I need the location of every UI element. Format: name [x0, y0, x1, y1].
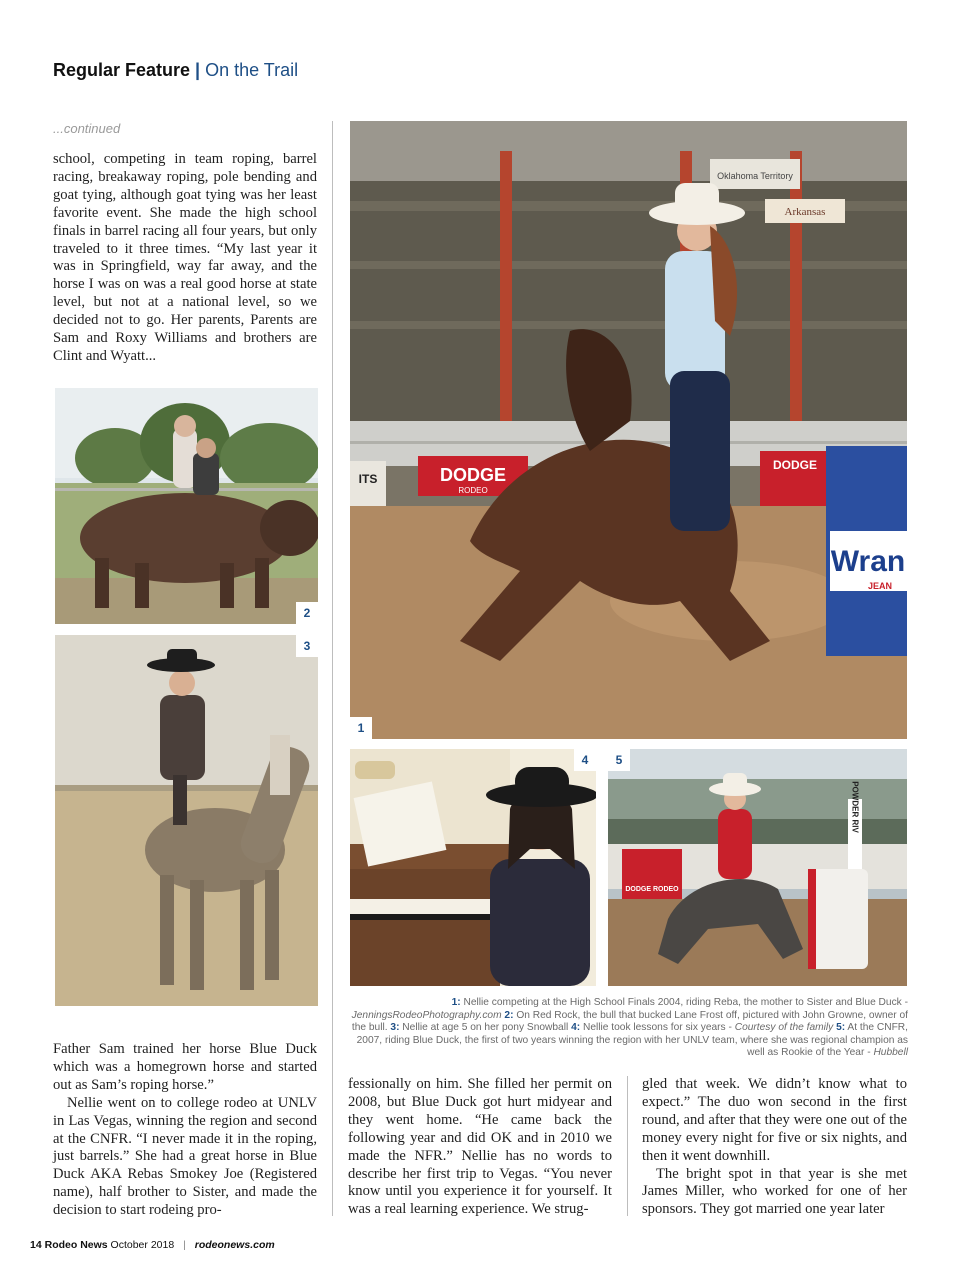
- caption-number-4: 4:: [571, 1022, 581, 1034]
- section-header: [53, 60, 298, 81]
- column-divider: [332, 121, 333, 1216]
- footer-separator: |: [183, 1239, 186, 1251]
- section-title: On the Trail: [205, 60, 299, 80]
- continued-label: ...continued: [53, 121, 121, 136]
- caption-credit-4: Courtesy of the family: [734, 1022, 834, 1034]
- caption-text-3: Nellie at age 5 on her pony Snowball: [399, 1022, 572, 1034]
- barrel-racing-photo-icon: [350, 121, 907, 739]
- photo-4: [350, 749, 596, 986]
- caption-credit-1: JenningsRodeoPhotography.com: [351, 1009, 502, 1021]
- photo-3: [55, 635, 318, 1006]
- dodge-rodeo-sign: DODGE RODEO: [625, 886, 679, 893]
- bull-with-child-photo-icon: [55, 388, 318, 624]
- photo-number-5: 5: [608, 749, 630, 771]
- caption-credit-5: Hubbell: [873, 1047, 908, 1059]
- its-sign: ITS: [358, 472, 378, 486]
- left-column-bottom-text: [53, 1041, 317, 1220]
- left-column-top-text: [53, 151, 317, 366]
- photo-caption: [348, 997, 908, 1060]
- paragraph: Nellie went on to college rodeo at UNLV in Las Vegas, winning the region and second at the CNFR. “I never made it in the roping, just barrels.” She had a great horse in Blue Duck AKA Rebas Smokey Joe (Registered name), half brother to Sister, and made the decision to start rodeing pro-: [53, 1094, 317, 1219]
- photo-number-4: 4: [574, 749, 596, 771]
- caption-number-5: 5:: [836, 1022, 846, 1034]
- column-divider-2: [627, 1076, 628, 1216]
- caption-text-2: On Red Rock, the bull that bucked Lane Frost off, pictured with John Growne, owner of the bull.: [351, 1009, 908, 1034]
- website-link[interactable]: rodeonews.com: [194, 1239, 275, 1251]
- child-on-pony-photo-icon: [55, 635, 318, 1006]
- photo-1: [350, 121, 907, 739]
- paragraph: Father Sam trained her horse Blue Duck which was a homegrown horse and started out as Sam’s roping horse.”: [53, 1041, 317, 1093]
- dodge-sign: DODGE: [439, 465, 507, 485]
- rodeo-sign: RODEO: [458, 486, 488, 495]
- publication-name: Rodeo News: [44, 1239, 108, 1251]
- oklahoma-banner: Oklahoma Territory: [717, 171, 793, 181]
- photo-2: [55, 388, 318, 624]
- powder-river-sign: POWDER RIV: [850, 781, 860, 833]
- caption-number-3: 3:: [390, 1022, 400, 1034]
- caption-text-5: At the CNFR, 2007, riding Blue Duck, the first of two years winning the region with her UNLV team, where she was regional champion as well as Rookie of the Year -: [356, 1022, 908, 1059]
- middle-column-text: [348, 1076, 612, 1219]
- cnfr-barrel-race-photo-icon: [608, 749, 907, 986]
- header-divider: |: [195, 60, 201, 80]
- photo-number-2: 2: [296, 602, 318, 624]
- caption-text-1: Nellie competing at the High School Finals 2004, riding Reba, the mother to Sister and Blue Duck -: [460, 997, 908, 1008]
- caption-number-2: 2:: [504, 1009, 514, 1021]
- girl-at-piano-photo-icon: [350, 749, 596, 986]
- paragraph: school, competing in team roping, barrel racing, breakaway roping, pole bending and goat tying, although goat tying was her least favorite event. She made the high school finals in barrel racing all four years, but only traveled to it three times. “My last year it was in Springfield, way far away, and the horse I was on was a real good horse at state level, but not at a national level, so we decided not to go. Her parents, Parents are Sam and Roxy Williams and brothers are Clint and Wyatt...: [53, 151, 317, 364]
- photo-number-1: 1: [350, 717, 372, 739]
- paragraph: The bright spot in that year is she met James Miller, who worked for one of her sponsors. They got married one year later: [642, 1165, 907, 1218]
- jeans-text: JEAN: [867, 581, 893, 591]
- photo-number-3: 3: [296, 635, 318, 657]
- caption-number-1: 1:: [451, 997, 461, 1008]
- feature-label: Regular Feature: [53, 60, 191, 80]
- page-footer: [30, 1239, 275, 1251]
- dodge-sign-2: DODGE: [772, 458, 818, 472]
- photo-5: [608, 749, 907, 986]
- paragraph: gled that week. We didn’t know what to expect.” The duo won second in the first round, and after that they were one out of the money every night for five or six nights, and then it went downhill.: [642, 1076, 907, 1164]
- issue-date: October 2018: [110, 1239, 175, 1251]
- arkansas-banner: Arkansas: [784, 206, 826, 218]
- caption-text-4: Nellie took lessons for six years -: [580, 1022, 735, 1034]
- wrangler-text: Wran: [830, 545, 906, 578]
- paragraph: fessionally on him. She filled her permit on 2008, but Blue Duck got hurt midyear and they went home. “He came back the following year and did OK and in 2010 we made the NFR.” Nellie has no words to describe her first trip to Vegas. “You never know until you experience it for yourself. It was a real learning experience. We strug-: [348, 1076, 612, 1218]
- right-column-text: [642, 1076, 907, 1219]
- page-number: 14: [30, 1239, 42, 1251]
